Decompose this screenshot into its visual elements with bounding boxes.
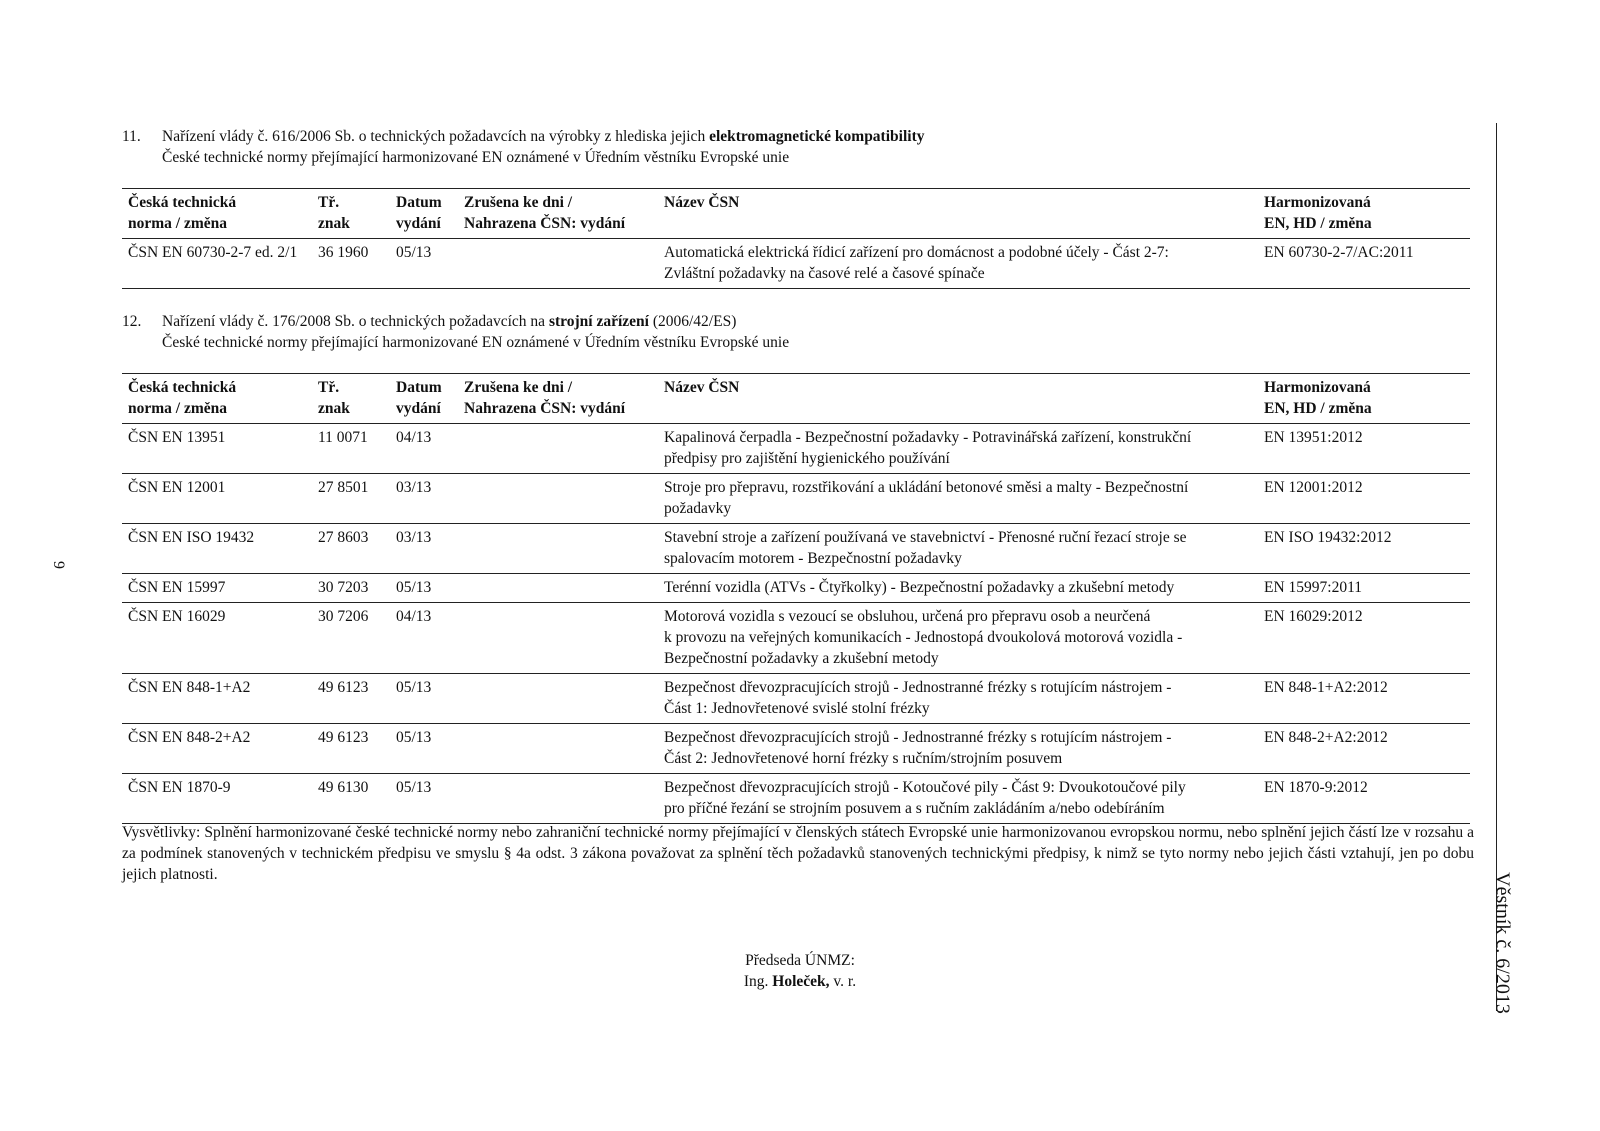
cell-nazev: Stavební stroje a zařízení používaná ve stavebnictví - Přenosné ruční řezací stroje se spalovacím motorem - Bezpečnostní požadavky	[658, 524, 1258, 574]
cell-datum: 04/13	[390, 424, 458, 474]
cell-norma: ČSN EN ISO 19432	[122, 524, 312, 574]
table-header-row	[122, 374, 1470, 424]
table-row	[122, 574, 1470, 603]
cell-trida: 27 8501	[312, 474, 390, 524]
table-row	[122, 603, 1470, 674]
cell-datum: 05/13	[390, 574, 458, 603]
cell-nazev: Motorová vozidla s vezoucí se obsluhou, určená pro přepravu osob a neurčená k provozu na veřejných komunikacích - Jednostopá dvoukolová motorová vozidla - Bezpečnostní požadavky a zkušební metody	[658, 603, 1258, 674]
col-header-trida: Tř. znak	[312, 189, 390, 239]
explanatory-notes: Vysvětlivky: Splnění harmonizované české technické normy nebo zahraniční technické normy přejímající v členských státech Evropské unie harmonizovanou evropskou normu, nebo splnění jejich částí lze v rozsahu a za podmínek stanovených v technickém předpisu ve smyslu § 4a odst. 3 zákona považovat za splnění těch požadavků stanovených technickými předpisy, k nimž se tyto normy nebo jejich části vztahují, jen po dobu jejich platnosti.	[122, 824, 1474, 883]
signature-title: Předseda ÚNMZ:	[745, 952, 855, 969]
cell-nazev: Terénní vozidla (ATVs - Čtyřkolky) - Bezpečnostní požadavky a zkušební metody	[658, 574, 1258, 603]
cell-nazev: Kapalinová čerpadla - Bezpečnostní požadavky - Potravinářská zařízení, konstrukční předpisy pro zajištění hygienického používání	[658, 424, 1258, 474]
section-title	[162, 311, 1470, 332]
cell-datum: 04/13	[390, 603, 458, 674]
signature-name: Holeček,	[772, 973, 830, 990]
col-header-datum: Datum vydání	[390, 374, 458, 424]
section-number: 11.	[122, 128, 141, 145]
cell-zrusena	[458, 724, 658, 774]
cell-norma: ČSN EN 13951	[122, 424, 312, 474]
cell-zrusena	[458, 574, 658, 603]
section-11	[122, 126, 1470, 289]
cell-harmonizovana: EN ISO 19432:2012	[1258, 524, 1470, 574]
cell-datum: 03/13	[390, 524, 458, 574]
cell-harmonizovana: EN 848-2+A2:2012	[1258, 724, 1470, 774]
cell-nazev: Bezpečnost dřevozpracujících strojů - Jednostranné frézky s rotujícím nástrojem - Část 1: Jednovřetenové svislé stolní frézky	[658, 674, 1258, 724]
title-text: Nařízení vlády č. 176/2008 Sb. o technických požadavcích na	[162, 313, 549, 330]
table-row	[122, 674, 1470, 724]
table-row	[122, 724, 1470, 774]
col-header-zrusena: Zrušena ke dni / Nahrazena ČSN: vydání	[458, 189, 658, 239]
signature-name-line	[660, 971, 940, 992]
table-row	[122, 774, 1470, 824]
table-row	[122, 474, 1470, 524]
cell-norma: ČSN EN 12001	[122, 474, 312, 524]
table-row	[122, 424, 1470, 474]
cell-trida: 11 0071	[312, 424, 390, 474]
signature-suffix: v. r.	[829, 973, 857, 990]
col-header-datum: Datum vydání	[390, 189, 458, 239]
section-subtitle: České technické normy přejímající harmonizované EN oznámené v Úředním věstníku Evropské unie	[162, 334, 790, 351]
cell-nazev: Bezpečnost dřevozpracujících strojů - Kotoučové pily - Část 9: Dvoukotoučové pily pro příčné řezání se strojním posuvem a s ručním zakládáním a/nebo odebíráním	[658, 774, 1258, 824]
cell-norma: ČSN EN 848-2+A2	[122, 724, 312, 774]
col-header-harmonizovana: Harmonizovaná EN, HD / změna	[1258, 374, 1470, 424]
section-subtitle: České technické normy přejímající harmonizované EN oznámené v Úředním věstníku Evropské unie	[162, 149, 790, 166]
cell-datum: 05/13	[390, 774, 458, 824]
cell-trida: 36 1960	[312, 239, 390, 289]
col-header-norma: Česká technická norma / změna	[122, 374, 312, 424]
col-header-trida: Tř. znak	[312, 374, 390, 424]
cell-harmonizovana: EN 12001:2012	[1258, 474, 1470, 524]
cell-trida: 49 6130	[312, 774, 390, 824]
cell-norma: ČSN EN 60730-2-7 ed. 2/1	[122, 239, 312, 289]
cell-trida: 49 6123	[312, 724, 390, 774]
cell-norma: ČSN EN 15997	[122, 574, 312, 603]
table-header-row	[122, 189, 1470, 239]
cell-zrusena	[458, 524, 658, 574]
cell-harmonizovana: EN 848-1+A2:2012	[1258, 674, 1470, 724]
signature-prefix: Ing.	[743, 973, 773, 990]
col-header-zrusena: Zrušena ke dni / Nahrazena ČSN: vydání	[458, 374, 658, 424]
cell-datum: 05/13	[390, 674, 458, 724]
title-bold: strojní zařízení	[548, 313, 649, 330]
cell-harmonizovana: EN 16029:2012	[1258, 603, 1470, 674]
cell-norma: ČSN EN 848-1+A2	[122, 674, 312, 724]
cell-zrusena	[458, 239, 658, 289]
section-title	[162, 126, 1470, 147]
standards-table-12	[122, 373, 1470, 824]
section-12	[122, 311, 1470, 824]
cell-trida: 30 7203	[312, 574, 390, 603]
cell-zrusena	[458, 774, 658, 824]
cell-zrusena	[458, 424, 658, 474]
title-text: Nařízení vlády č. 616/2006 Sb. o technických požadavcích na výrobky z hlediska jejich	[162, 128, 710, 145]
signature-block	[660, 950, 940, 992]
cell-nazev: Bezpečnost dřevozpracujících strojů - Jednostranné frézky s rotujícím nástrojem - Část 2: Jednovřetenové horní frézky s ručním/strojním posuvem	[658, 724, 1258, 774]
section-number: 12.	[122, 313, 142, 330]
cell-trida: 27 8603	[312, 524, 390, 574]
table-row	[122, 239, 1470, 289]
col-header-nazev: Název ČSN	[658, 189, 1258, 239]
cell-datum: 05/13	[390, 239, 458, 289]
cell-trida: 30 7206	[312, 603, 390, 674]
cell-harmonizovana: EN 15997:2011	[1258, 574, 1470, 603]
col-header-harmonizovana: Harmonizovaná EN, HD / změna	[1258, 189, 1470, 239]
section-11-heading	[122, 126, 1470, 168]
page-number: 9	[50, 561, 67, 569]
cell-zrusena	[458, 603, 658, 674]
journal-title: Věstník č. 6/2013	[1491, 872, 1514, 1014]
col-header-nazev: Název ČSN	[658, 374, 1258, 424]
cell-norma: ČSN EN 1870-9	[122, 774, 312, 824]
col-header-norma: Česká technická norma / změna	[122, 189, 312, 239]
cell-zrusena	[458, 474, 658, 524]
section-12-heading	[122, 311, 1470, 353]
table-row	[122, 524, 1470, 574]
cell-trida: 49 6123	[312, 674, 390, 724]
standards-table-11	[122, 188, 1470, 289]
cell-datum: 03/13	[390, 474, 458, 524]
cell-nazev: Automatická elektrická řídicí zařízení pro domácnost a podobné účely - Část 2-7: Zvláštní požadavky na časové relé a časové spínače	[658, 239, 1258, 289]
cell-harmonizovana: EN 60730-2-7/AC:2011	[1258, 239, 1470, 289]
title-bold: elektromagnetické kompatibility	[709, 128, 925, 145]
cell-norma: ČSN EN 16029	[122, 603, 312, 674]
cell-zrusena	[458, 674, 658, 724]
cell-nazev: Stroje pro přepravu, rozstřikování a ukládání betonové směsi a malty - Bezpečnostní požadavky	[658, 474, 1258, 524]
title-suffix: (2006/42/ES)	[648, 313, 737, 330]
cell-harmonizovana: EN 13951:2012	[1258, 424, 1470, 474]
cell-datum: 05/13	[390, 724, 458, 774]
cell-harmonizovana: EN 1870-9:2012	[1258, 774, 1470, 824]
